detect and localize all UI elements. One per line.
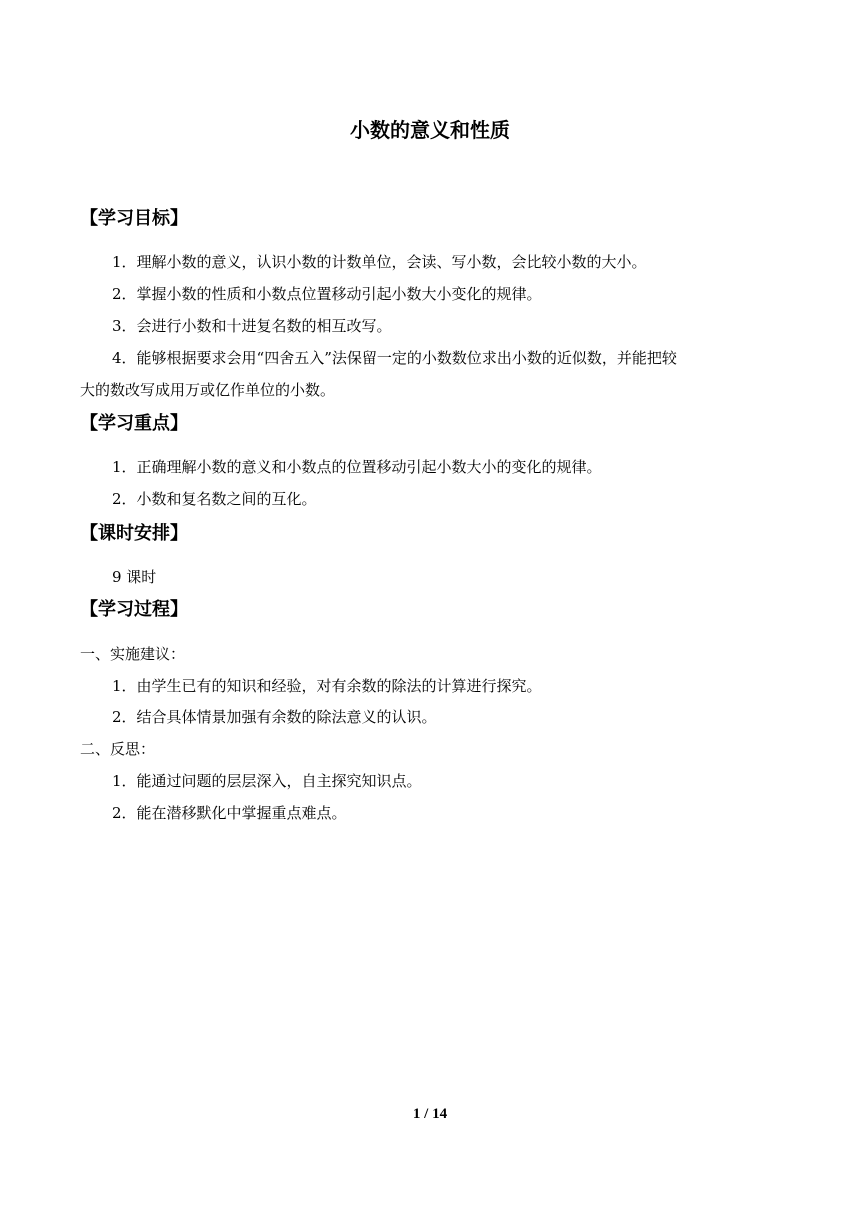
process-part2-item-1: 1．能通过问题的层层深入，自主探究知识点。 [112, 772, 422, 790]
process-part2-title: 二、反思： [80, 740, 156, 758]
objectives-heading: 【学习目标】 [80, 208, 188, 229]
key-point-item-1: 1．正确理解小数的意义和小数点的位置移动引起小数大小的变化的规律。 [112, 458, 602, 476]
process-part1-item-1: 1．由学生已有的知识和经验，对有余数的除法的计算进行探究。 [112, 677, 542, 695]
schedule-text: 9 课时 [112, 568, 157, 586]
process-heading: 【学习过程】 [80, 599, 188, 620]
objective-item-4: 4．能够根据要求会用“四舍五入”法保留一定的小数数位求出小数的近似数，并能把较 [112, 349, 677, 367]
process-part1-item-2: 2．结合具体情景加强有余数的除法意义的认识。 [112, 708, 437, 726]
objective-item-1: 1．理解小数的意义，认识小数的计数单位，会读、写小数，会比较小数的大小。 [112, 253, 647, 271]
objective-item-2: 2．掌握小数的性质和小数点位置移动引起小数大小变化的规律。 [112, 285, 542, 303]
document-title: 小数的意义和性质 [350, 118, 510, 142]
schedule-heading: 【课时安排】 [80, 523, 188, 544]
objective-item-3: 3．会进行小数和十进复名数的相互改写。 [112, 317, 392, 335]
key-point-item-2: 2．小数和复名数之间的互化。 [112, 490, 317, 508]
key-points-heading: 【学习重点】 [80, 413, 188, 434]
page-number: 1 / 14 [412, 1106, 448, 1122]
objective-item-4-continued: 大的数改写成用万或亿作单位的小数。 [80, 381, 336, 399]
process-part1-title: 一、实施建议： [80, 645, 186, 663]
process-part2-item-2: 2．能在潜移默化中掌握重点难点。 [112, 804, 347, 822]
